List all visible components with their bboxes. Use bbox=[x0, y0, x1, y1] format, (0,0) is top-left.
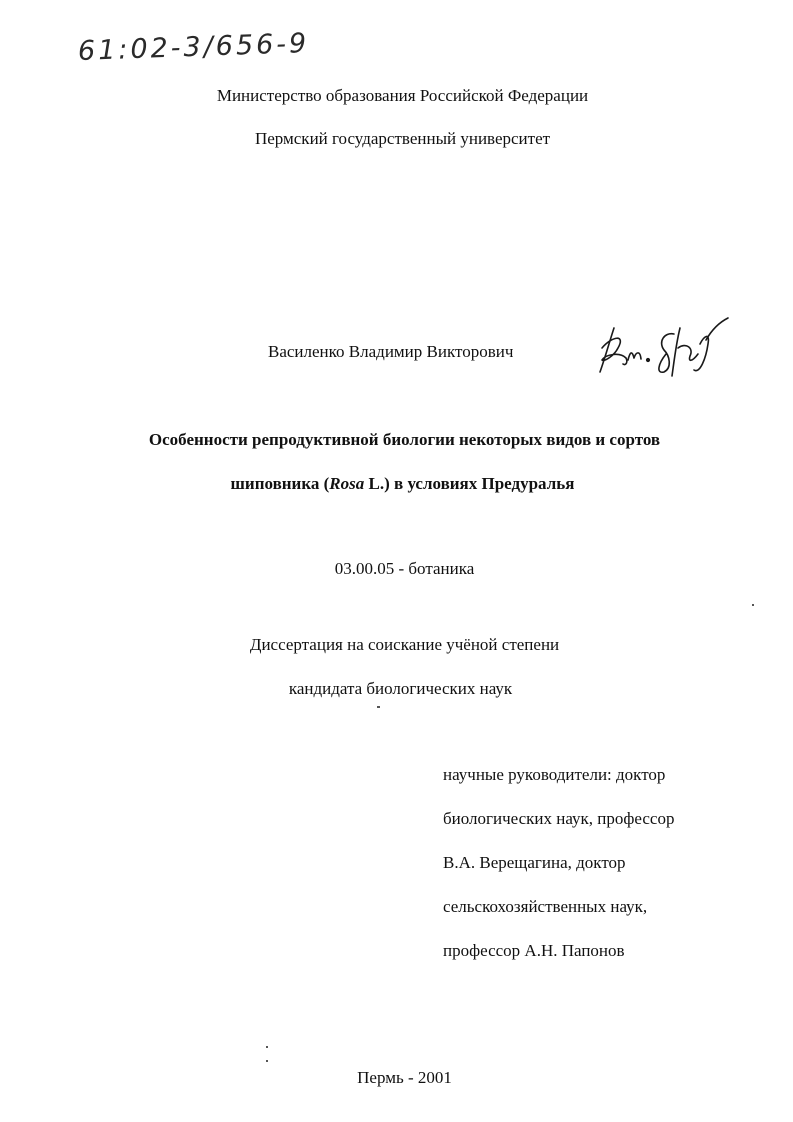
scan-speck bbox=[752, 604, 754, 606]
supervisor-line: научные руководители: доктор bbox=[443, 765, 666, 784]
scan-speck bbox=[377, 706, 380, 708]
scan-speck bbox=[266, 1060, 268, 1062]
thesis-title-line-1: Особенности репродуктивной биологии некоторых видов и сортов bbox=[148, 430, 661, 449]
ministry-name: Министерство образования Российской Федерации bbox=[216, 86, 589, 105]
archive-stamp: 61:02-3/656-9 bbox=[77, 27, 310, 67]
supervisor-line: В.А. Верещагина, доктор bbox=[443, 853, 626, 872]
university-name: Пермский государственный университет bbox=[254, 129, 551, 148]
degree-statement-line-1: Диссертация на соискание учёной степени bbox=[249, 635, 560, 654]
thesis-title-prefix: шиповника ( bbox=[230, 474, 330, 493]
thesis-title-suffix: L.) в условиях Предуралья bbox=[364, 474, 575, 493]
thesis-title-line-2 bbox=[6, 474, 793, 494]
specialty-code: 03.00.05 - ботаника bbox=[334, 559, 475, 578]
supervisor-line: профессор А.Н. Папонов bbox=[443, 941, 625, 960]
signature-icon bbox=[596, 314, 732, 378]
scan-speck bbox=[266, 1046, 268, 1048]
supervisor-line: биологических наук, профессор bbox=[443, 809, 675, 828]
city-year: Пермь - 2001 bbox=[357, 1068, 452, 1087]
author-name: Василенко Владимир Викторович bbox=[268, 342, 514, 361]
supervisors-block bbox=[443, 765, 674, 985]
thesis-title-latin-name: Rosa bbox=[329, 474, 365, 493]
supervisor-line: сельскохозяйственных наук, bbox=[443, 897, 648, 916]
degree-statement-line-2: кандидата биологических наук bbox=[288, 679, 513, 698]
